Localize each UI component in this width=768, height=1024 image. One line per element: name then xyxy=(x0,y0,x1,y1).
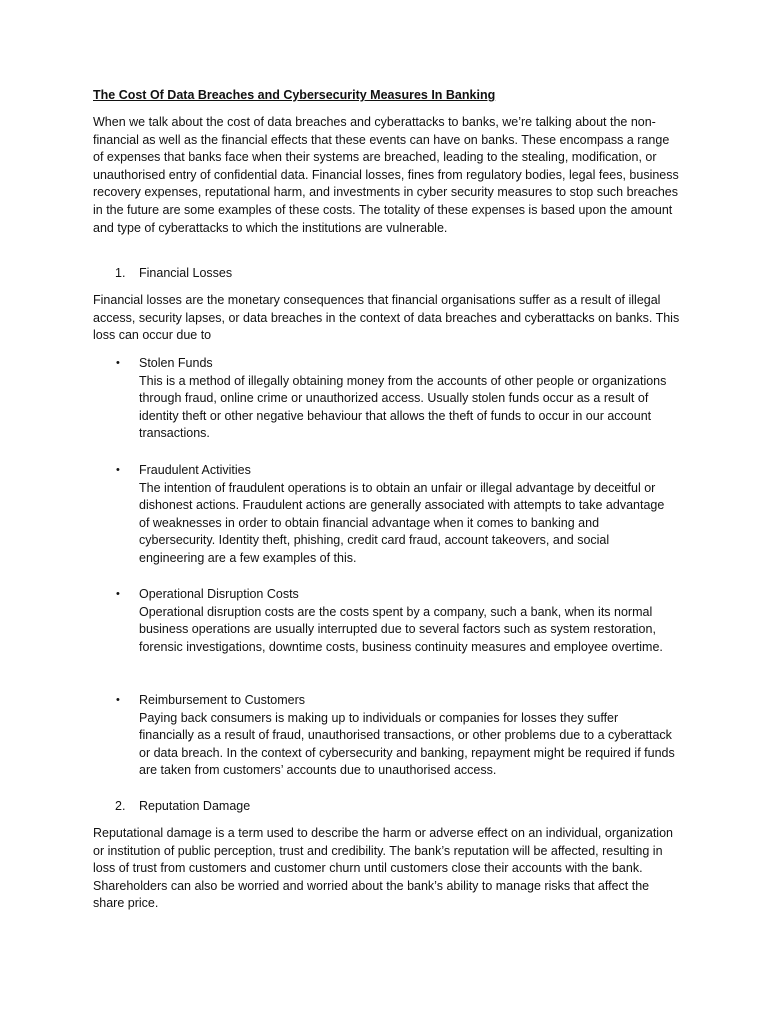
bullet-heading: Fraudulent Activities xyxy=(139,463,251,477)
bullet-icon: • xyxy=(116,588,120,600)
bullet-body: This is a method of illegally obtaining money from the accounts of other people or organizations through fraud, online crime or unauthorized access. Usually stolen funds occur as a result of identity theft or other negative behaviour that allows the theft of funds to occur in our account transactions. xyxy=(139,373,667,441)
bullet-reimbursement-to-customers xyxy=(116,692,676,780)
bullet-icon: • xyxy=(116,357,120,369)
bullet-body: Operational disruption costs are the costs spent by a company, such a bank, when its normal business operations are usually interrupted due to several factors such as system restoration, forensic investigations, downtime costs, business continuity measures and employee overtime. xyxy=(139,604,663,654)
bullet-heading: Reimbursement to Customers xyxy=(139,693,306,707)
bullet-icon: • xyxy=(116,694,120,706)
intro-paragraph: When we talk about the cost of data breaches and cyberattacks to banks, we’re talking about the non-financial as well as the financial effects that these events can have on banks. These encompass a range of expenses that banks face when their systems are breached, leading to the stealing, modification, or unauthorised entry of confidential data. Financial losses, fines from regulatory bodies, legal fees, business recovery expenses, reputational harm, and investments in cyber security measures to stop such breaches in the future are some examples of these costs. The totality of these expenses is based upon the amount and type of cyberattacks to which the institutions are vulnerable. xyxy=(93,115,679,235)
document-title: The Cost Of Data Breaches and Cybersecurity Measures In Banking xyxy=(93,88,496,102)
bullet-heading: Stolen Funds xyxy=(139,356,213,370)
bullet-body: The intention of fraudulent operations is to obtain an unfair or illegal advantage by deceitful or dishonest actions. Fraudulent actions are generally associated with attempts to take advantage of weaknesses in order to obtain financial advantage when it comes to banking and cybersecurity. Identity theft, phishing, credit card fraud, account takeovers, and social engineering are a few examples of this. xyxy=(139,480,665,565)
section-2-number: 2. xyxy=(115,799,126,813)
bullet-stolen-funds xyxy=(116,355,676,443)
bullet-operational-disruption-costs xyxy=(116,586,676,656)
bullet-icon: • xyxy=(116,464,120,476)
section-2-paragraph: Reputational damage is a term used to describe the harm or adverse effect on an individual, organization or institution of public perception, trust and credibility. The bank’s reputation will be affected, resulting in loss of trust from customers and customer churn until customers close their accounts with the bank. Shareholders can also be worried and worried about the bank’s ability to manage risks that affect the share price. xyxy=(93,826,673,911)
section-2-title: Reputation Damage xyxy=(139,799,251,813)
section-1-paragraph: Financial losses are the monetary consequences that financial organisations suffer as a result of illegal access, security lapses, or data breaches in the context of data breaches and cyberattacks on banks. This loss can occur due to xyxy=(93,293,680,343)
section-1-number: 1. xyxy=(115,266,126,280)
bullet-heading: Operational Disruption Costs xyxy=(139,587,299,601)
section-1-title: Financial Losses xyxy=(139,266,233,280)
bullet-body: Paying back consumers is making up to individuals or companies for losses they suffer financially as a result of fraud, unauthorised transactions, or other problems due to a cyberattack or data breach. In the context of cybersecurity and banking, repayment might be required if funds are taken from customers’ accounts due to unauthorised access. xyxy=(139,710,675,778)
bullet-fraudulent-activities xyxy=(116,462,676,568)
